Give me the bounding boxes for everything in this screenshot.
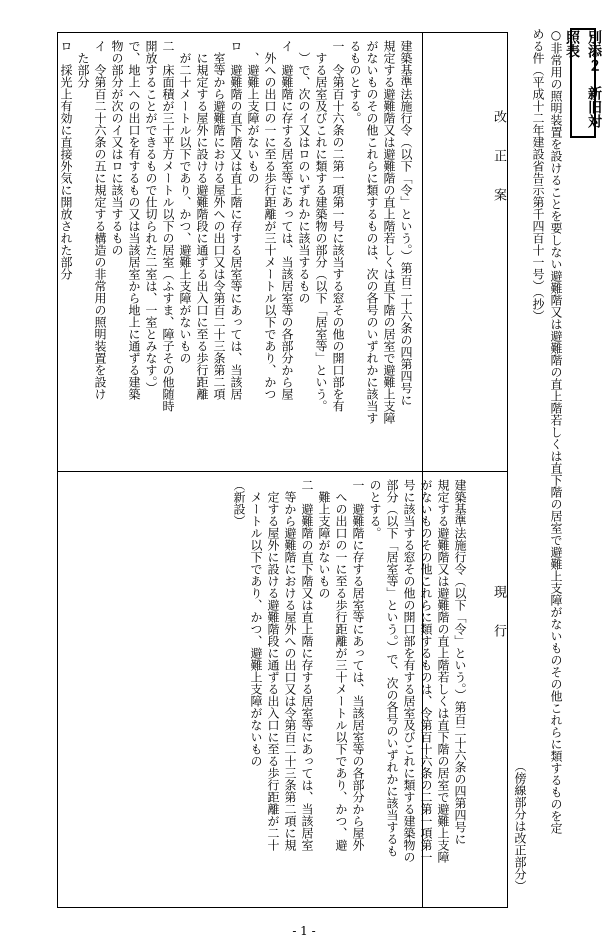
revised-line: 建築基準法施行令（以下「令」という。）第百二十六条の四第四号に: [399, 40, 413, 406]
revised-line: 開放することができるもので仕切られた二室は、一室とみなす。）: [144, 40, 158, 394]
revised-line: がないものその他これらに類するものは、次の各号のいずれかに該当す: [365, 40, 379, 424]
current-line: 建築基準法施行令（以下「令」という。）第百二十六条の四第四号に: [453, 479, 467, 845]
header-current: 現行: [491, 585, 506, 663]
title-line-1: ○非常用の照明装置を設けることを要しない避難階又は避難階の直上階若しくは直下階の居室で避難上支障がないものその他これらに類するものを定: [549, 28, 563, 834]
current-line: 定する屋外に設ける避難階段に通ずる出入口に至る歩行距離が二十: [266, 491, 280, 851]
revised-line: た部分: [76, 52, 90, 88]
change-note: （傍線部分は改正部分）: [513, 760, 527, 892]
revised-line: に規定する屋外に設ける避難階段に通ずる出入口に至る歩行距離: [195, 52, 209, 400]
revised-line: 規定する避難階又は避難階の直上階若しくは直下階の居室で避難上支障: [382, 40, 396, 424]
revised-line: 一 令第百十六条の二第一項第一号に該当する窓その他の開口部を有: [331, 40, 345, 412]
current-line: がないものその他これらに類するものは、令第百十六条の二第一項第一: [419, 479, 433, 863]
revised-line: 外への出口の一に至る歩行距離が三十メートル以下であり、かつ: [263, 52, 277, 400]
revised-line: ロ 採光上有効に直接外気に開放された部分: [59, 40, 73, 280]
revised-line: する居室及びこれに類する建築物の部分（以下「居室等」という。: [314, 52, 328, 412]
current-line: 部分（以下「居室等」という。）で、次の各号のいずれかに該当するも: [385, 479, 399, 857]
page-number: - 1 -: [292, 924, 316, 938]
header-revised: 改正案: [491, 110, 506, 227]
revised-line: で、地上への出口を有するもの又は当該居室から地上に通ずる建築: [127, 40, 141, 400]
revised-line: 物の部分が次のイ又はロに該当するもの: [110, 40, 124, 256]
revised-line: 二 床面積が三十平方メートル以下の居室（ふすま、障子その他随時: [161, 40, 175, 412]
current-line: のとする。: [368, 479, 382, 539]
revised-line: ）で、次のイ又はロのいずれかに該当するもの: [297, 52, 311, 304]
revised-line: イ 避難階に存する居室等にあっては、当該居室等の各部分から屋: [280, 40, 294, 400]
column-divider: [57, 471, 508, 472]
current-line: （新設）: [232, 479, 246, 527]
revised-line: 、避難上支障がないもの: [246, 52, 260, 184]
current-line: 号に該当する窓その他の開口部を有する居室及びこれに類する建築物の: [402, 479, 416, 863]
revised-line: 室等から避難階における屋外への出口又は令第百二十三条第二項: [212, 52, 226, 400]
current-line: 二 避難階の直下階又は直上階に存する居室等にあっては、当該居室: [300, 479, 314, 851]
revised-line: るものとする。: [348, 40, 362, 124]
revised-line: が二十メートル以下であり、かつ、避難上支障がないもの: [178, 52, 192, 364]
current-line: 等から避難階における屋外への出口又は令第百二十三条第二項に規: [283, 491, 297, 851]
current-line: 規定する避難階又は避難階の直上階若しくは直下階の居室で避難上支障: [436, 479, 450, 863]
document-badge: 別添２ 新旧対照表: [570, 28, 596, 138]
current-line: への出口の一に至る歩行距離が三十メートル以下であり、かつ、避: [334, 491, 348, 851]
current-line: 難上支障がないもの: [317, 491, 331, 599]
current-line: 一 避難階に存する居室等にあっては、当該居室等の各部分から屋外: [351, 479, 365, 851]
revised-line: ロ 避難階の直下階又は直上階に存する居室等にあっては、当該居: [229, 40, 243, 400]
title-line-2: める件（平成十二年建設省告示第千四百十一号）（抄）: [531, 28, 545, 322]
current-line: メートル以下であり、かつ、避難上支障がないもの: [249, 491, 263, 767]
revised-line: イ 令第百二十六条の五に規定する構造の非常用の照明装置を設け: [93, 40, 107, 400]
